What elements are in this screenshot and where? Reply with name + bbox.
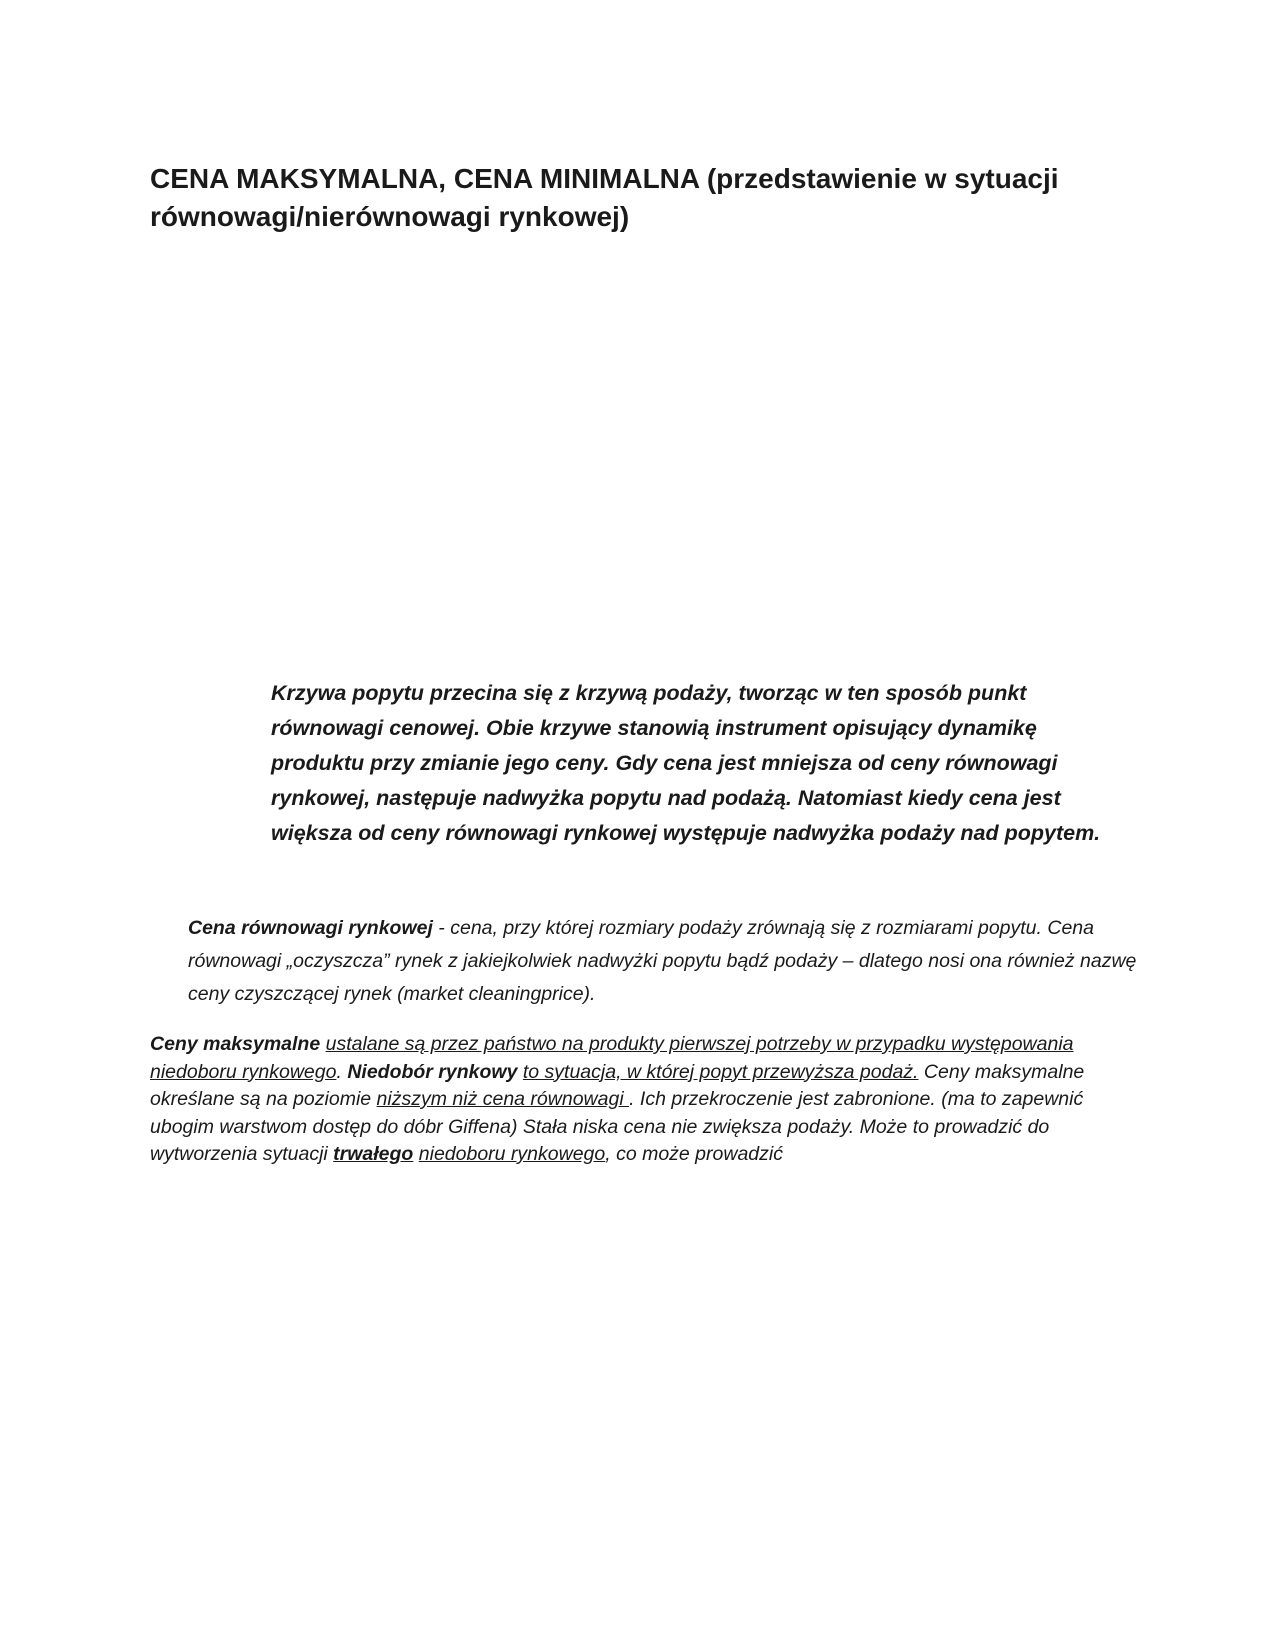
- shortage-term: Niedobór rynkowy: [347, 1060, 518, 1083]
- max-price-paragraph: [150, 1031, 1140, 1169]
- shortage-definition: to sytuacja, w której popyt przewyższa podaż.: [522, 1060, 919, 1083]
- max-price-text: .: [336, 1060, 348, 1083]
- max-price-underlined-text: niższym niż cena równowagi: [376, 1088, 630, 1110]
- max-price-text: , co może prowadzić: [605, 1143, 783, 1165]
- max-price-term: Ceny maksymalne: [150, 1033, 321, 1055]
- equilibrium-quote: Krzywa popytu przecina się z krzywą podaży, tworząc w ten sposób punkt równowagi cenowej. Obie krzywe stanowią instrument opisujący dynamikę produktu przy zmianie jego ceny. Gdy cena jest mniejsza od ceny równowagi rynkowej, następuje nadwyżka popytu nad podażą. Natomiast kiedy cena jest większa od ceny równowagi rynkowej występuje nadwyżka podaży nad popytem.: [271, 681, 1101, 845]
- document-title: CENA MAKSYMALNA, CENA MINIMALNA (przedstawienie w sytuacji równowagi/nierównowagi rynkowej): [150, 163, 1059, 232]
- max-price-text: Ceny maksymalne określane są na poziomie: [150, 1060, 1085, 1110]
- definition-text: - cena, przy której rozmiary podaży zrównają się z rozmiarami popytu. Cena równowagi „oczyszcza” rynek z jakiejkolwiek nadwyżki popytu bądź podaży – dlatego nosi ona również nazwę ceny czyszczącej rynek (market cleaningprice).: [188, 917, 1137, 1005]
- max-price-underlined-text: ustalane są przez państwo na produkty pierwszej potrzeby w przypadku występowania niedoboru rynkowego: [150, 1033, 1074, 1083]
- definition-paragraph: [188, 912, 1138, 1011]
- max-price-underlined-text: niedoboru rynkowego: [418, 1143, 606, 1165]
- max-price-text: . Ich przekroczenie jest zabronione. (ma to zapewnić ubogim warstwom dostęp do dóbr Giffena) Stała niska cena nie zwiększa podaży. Może to prowadzić do wytworzenia sytuacji: [150, 1088, 1084, 1165]
- definition-term: Cena równowagi rynkowej: [188, 917, 433, 939]
- permanent-emphasis: trwałego: [333, 1143, 414, 1165]
